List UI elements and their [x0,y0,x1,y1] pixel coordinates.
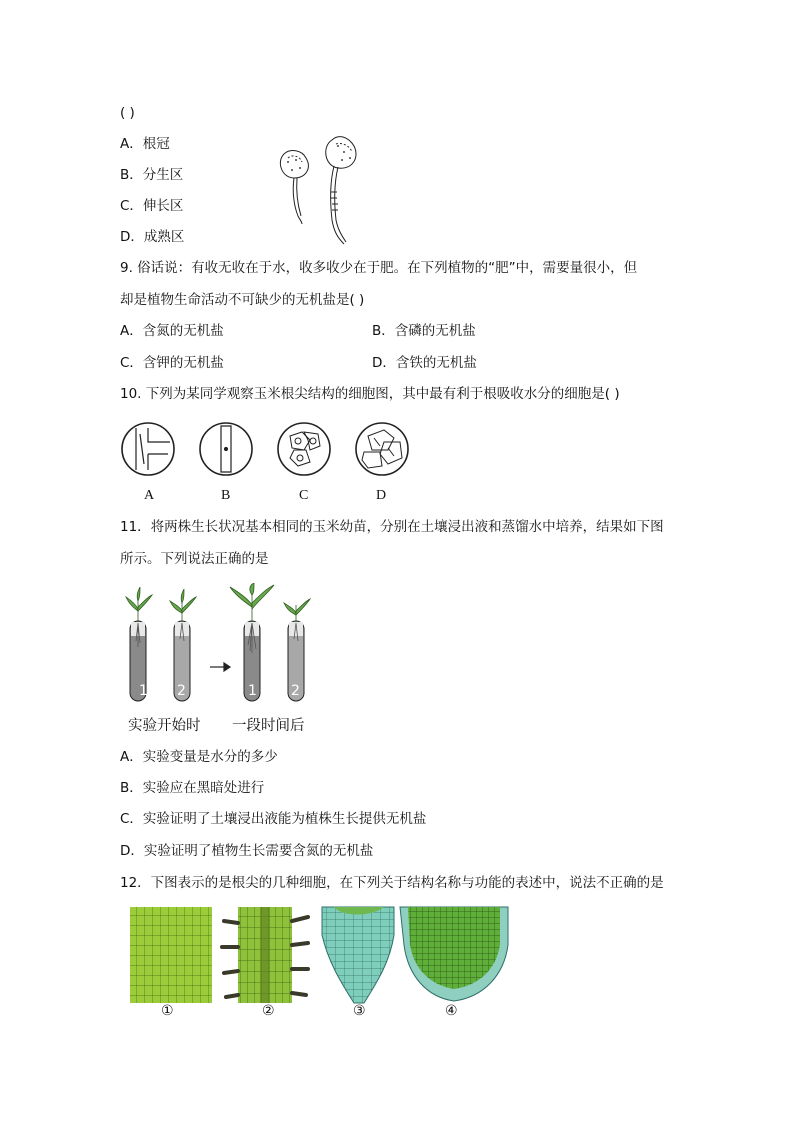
q10-label-a: A [144,488,155,503]
q10-label-b: B [221,488,231,503]
q11-option-a: A．实验变量是水分的多少 [120,749,278,765]
q9-option-c: C．含钾的无机盐 [120,355,224,371]
q12-stem: 12．下图表示的是根尖的几种细胞，在下列关于结构名称与功能的表述中，说法不正确的是 [120,875,664,891]
q9-stem-line1: 9. 俗话说：有收无收在于水，收多收少在于肥。在下列植物的“肥”中，需要量很小，但 [120,260,638,276]
q8-option-b: B．分生区 [120,167,184,183]
q8-stem-tail: ( ) [120,105,135,121]
q8-option-c: C．伸长区 [120,198,184,214]
test-tube-experiment-figure [118,583,318,708]
tube-label-2: 2 [177,683,186,699]
caption-start: 实验开始时 [128,718,201,734]
tube-label-4: 2 [291,683,300,699]
q9-option-b: B．含磷的无机盐 [372,323,476,339]
q11-option-d: D．实验证明了植物生长需要含氮的无机盐 [120,843,374,859]
root-tip-cells-figure [128,905,510,1005]
caption-after: 一段时间后 [232,718,305,734]
seedling-figure [272,132,368,248]
q11-stem-line1: 11．将两株生长状况基本相同的玉米幼苗，分别在土壤浸出液和蒸馏水中培养，结果如下图 [120,519,664,535]
q11-option-b: B．实验应在黑暗处进行 [120,780,265,796]
q10-label-d: D [376,488,387,503]
tube-label-1: 1 [139,683,148,699]
q9-stem-line2: 却是植物生命活动不可缺少的无机盐是( ) [120,292,365,308]
q9-option-a: A．含氮的无机盐 [120,323,224,339]
q12-label-4: ④ [445,1003,458,1019]
q11-option-c: C．实验证明了土壤浸出液能为植株生长提供无机盐 [120,811,427,827]
q8-option-d: D．成熟区 [120,229,185,245]
tube-label-3: 1 [248,683,257,699]
q11-stem-line2: 所示。下列说法正确的是 [120,551,269,567]
q9-option-d: D．含铁的无机盐 [372,355,477,371]
q12-label-3: ③ [353,1003,366,1019]
q10-stem: 10. 下列为某同学观察玉米根尖结构的细胞图，其中最有利于根吸收水分的细胞是( ) [120,386,620,402]
q12-label-1: ① [161,1003,174,1019]
root-cells-figure [118,420,418,480]
q8-option-a: A．根冠 [120,136,170,152]
q12-label-2: ② [262,1003,275,1019]
q10-label-c: C [299,488,309,503]
